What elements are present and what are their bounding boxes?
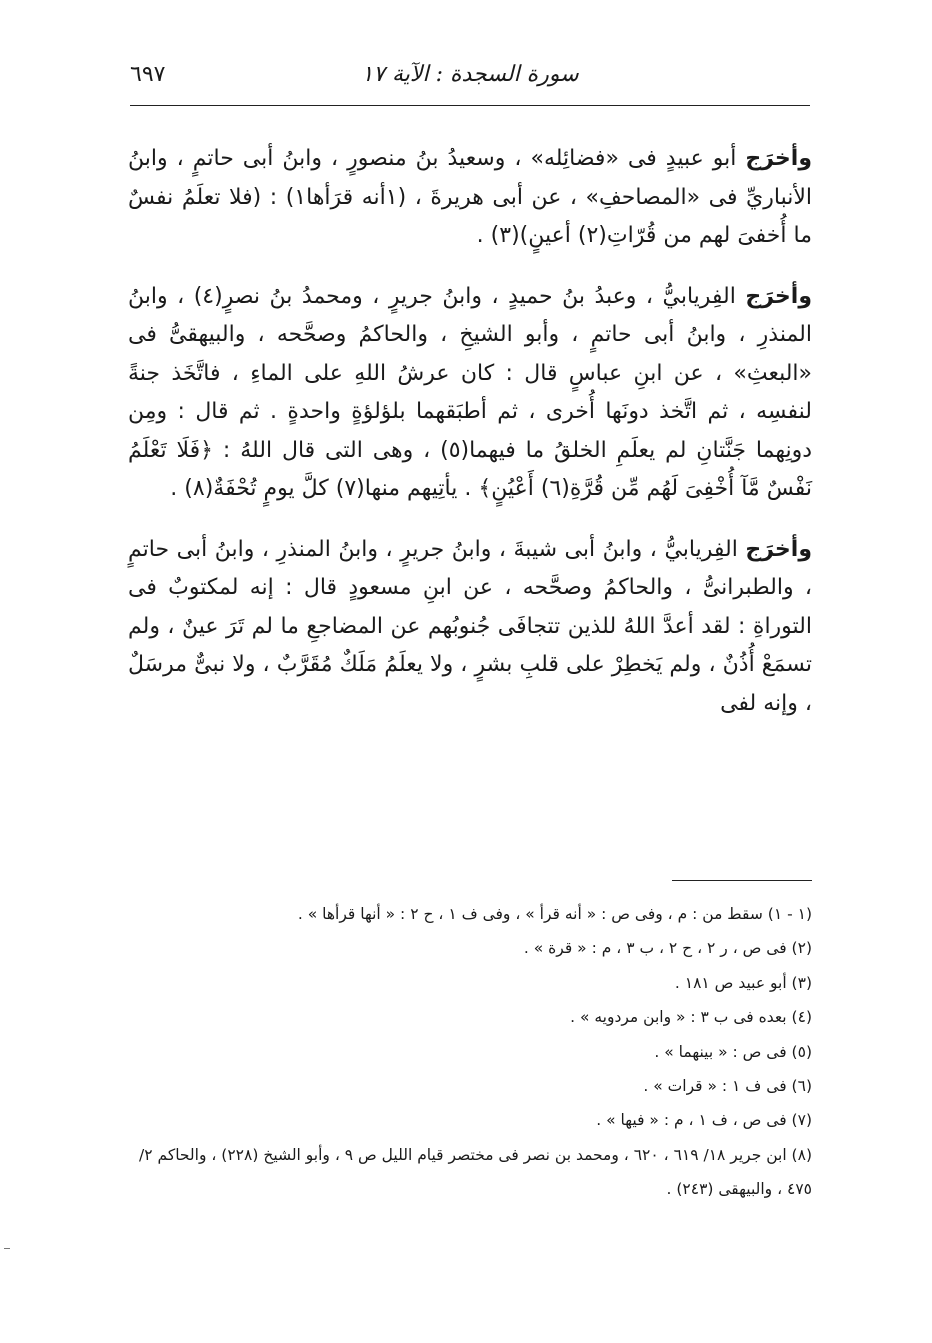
footnote-divider: [672, 880, 812, 881]
running-head: [130, 60, 810, 100]
footnote-6: (٦) فى ف ١ : « قرات » .: [643, 1077, 812, 1096]
footnote-8: (٨) ابن جرير ١٨/ ٦١٩ ، ٦٢٠ ، ومحمد بن نصر فى مختصر قيام الليل ص ٩ ، وأبو الشيخ (٢٢٨) ، والحاكم ٢/ ٤٧٥ ، والبيهقى (٢٤٣) .: [139, 1145, 812, 1199]
main-text: [128, 140, 812, 745]
paragraph-1: [128, 140, 812, 256]
header-divider: [130, 105, 810, 106]
paragraph-text: أبو عبيدٍ فى «فضائِله» ، وسعيدُ بنُ منصورٍ ، وابنُ أبى حاتمٍ ، وابنُ الأنباريِّ فى «المصاحفِ» ، عن أبى هريرةَ ، (١أنه قرَأها١) : (فلا تعلَمُ نفسٌ ما أُخفىَ لهم من قُرّاتِ(٢) أعينٍ)(٣) .: [128, 146, 812, 248]
footnote-1: (١ - ١) سقط من : م ، وفى ص : « أنه قرأ » ، وفى ف ١ ، ح ٢ : « أنها قرأها » .: [297, 905, 812, 923]
paragraph-text: الفِريابيُّ ، وعبدُ بنُ حميدٍ ، وابنُ جريرٍ ، ومحمدُ بنُ نصرٍ(٤) ، وابنُ المنذرِ ، وابنُ أبى حاتمٍ ، وأبو الشيخِ ، والحاكمُ وصحَّحه ، والبيهقىُّ فى «البعثِ» ، عن ابنِ عباسٍ قال : كان عرشُ اللهِ على الماءِ ، فاتَّخَذ جنةً لنفسِه ، ثم اتَّخذ دونَها أُخرى ، ثم أطبَقهما بلؤلؤةٍ واحدةٍ . ثم قال : ومِن دونِهما جَنَّتانِ لم يعلَمِ الخلقُ ما فيهما(٥) ، وهى التى قال اللهُ : ﴿فَلَا تَعْلَمُ نَفْسٌ مَّآ أُخْفِىَ لَهُم مِّن قُرَّةِ(٦) أَعْيُنٍ﴾ . يأتِيهم منها(٧) كلَّ يومٍ تُحْفَةٌ(٨) .: [128, 283, 813, 501]
paragraph-text: الفِريابيُّ ، وابنُ أبى شيبةَ ، وابنُ جريرٍ ، وابنُ المنذرِ ، وابنُ أبى حاتمٍ ، والطبرانىُّ ، والحاكمُ وصحَّحه ، عن ابنِ مسعودٍ قال : إنه لمكتوبٌ فى التوراةِ : لقد أعدَّ اللهُ للذين تتجافَى جُنوبُهم عن المضاجعِ ما لم تَرَ عينٌ ، ولم تسمَعْ أُذُنٌ ، ولم يَخطِرْ على قلبِ بشرٍ ، ولا يعلَمُ مَلَكٌ مُقَرَّبٌ ، ولا نبىٌّ مرسَلٌ ، وإنه لفى: [128, 536, 812, 716]
page-number: ٦٩٧: [130, 62, 166, 87]
paragraph-lead: وأخرَج: [745, 283, 812, 309]
footnote-3: (٣) أبو عبيد ص ١٨١ .: [674, 973, 812, 992]
scan-mark: [4, 1248, 10, 1249]
footnote-4: (٤) بعده فى ب ٣ : « وابن مردويه » .: [570, 1008, 812, 1027]
paragraph-2: [128, 278, 812, 509]
paragraph-lead: وأخرَج: [745, 146, 812, 171]
footnote-2: (٢) فى ص ، ر ٢ ، ح ٢ ، ب ٣ ، م : « قرة » .: [523, 939, 812, 958]
running-head-title: سورة السجدة : الآية ١٧: [361, 62, 579, 87]
footnotes: [128, 897, 812, 1207]
paragraph-lead: وأخرَج: [745, 536, 812, 562]
footnote-7: (٧) فى ص ، ف ١ ، م : « فيها » .: [596, 1111, 812, 1130]
paragraph-3: [128, 531, 812, 724]
footnote-5: (٥) فى ص : « بينهما » .: [654, 1042, 812, 1061]
